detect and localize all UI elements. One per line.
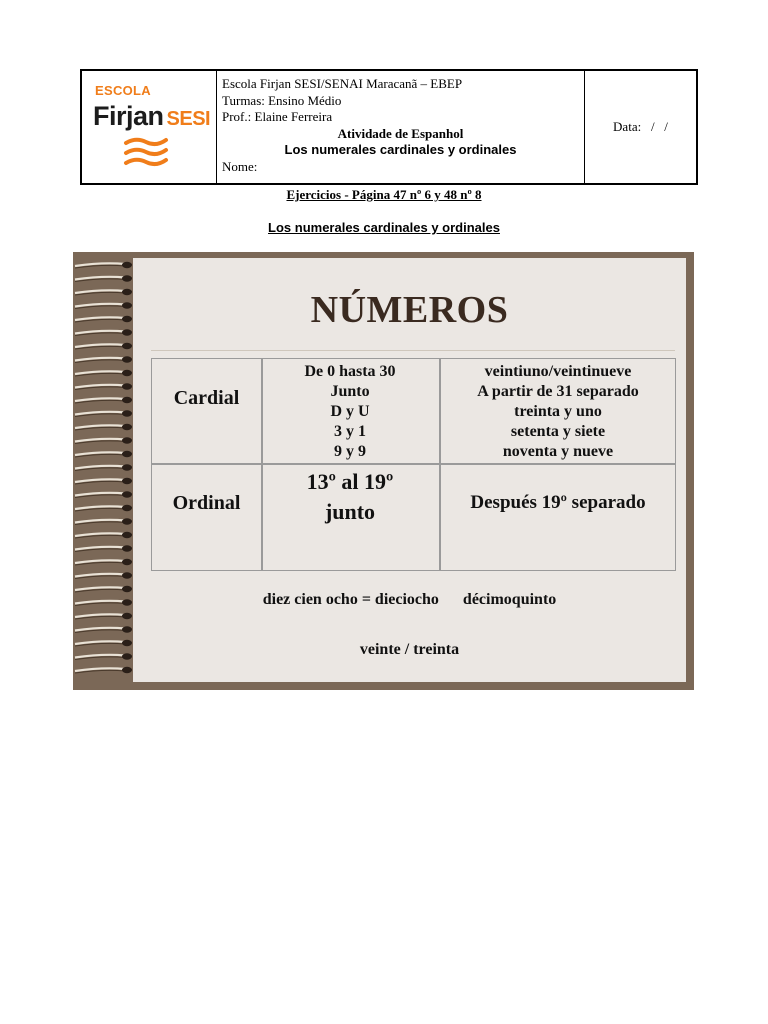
ordinal-rule-line2: junto [324, 499, 376, 524]
activity-topic: Los numerales cardinales y ordinales [284, 142, 517, 157]
ordinal-label: Ordinal [172, 492, 241, 514]
ordinal-after: Después 19º separado [470, 492, 646, 513]
cardinal-rule-line: De 0 hasta 30 [304, 363, 396, 380]
cardinal-rule-line: Junto [330, 383, 370, 400]
cardinal-label: Cardial [173, 387, 240, 409]
cardinal-examples [440, 362, 676, 462]
cardinal-rule-line: 3 y 1 [334, 423, 366, 440]
header-table [80, 69, 698, 185]
numbers-table [151, 358, 676, 571]
activity-title: Atividade de Espanhol [337, 125, 464, 141]
cardinal-example-line: noventa y nueve [502, 443, 614, 460]
notebook-page [133, 258, 686, 682]
logo-firjan-text: Firjan [93, 101, 164, 131]
cardinal-rule-line: D y U [330, 403, 370, 420]
logo-wordmark [93, 101, 210, 132]
cardinal-example-line: setenta y siete [510, 423, 606, 440]
name-field-label: Nome: [222, 158, 258, 174]
title-rule [151, 350, 675, 351]
notebook-title: NÚMEROS [310, 289, 509, 331]
page-subtitle: Los numerales cardinales y ordinales [268, 220, 500, 235]
cardinal-example-line: treinta y uno [514, 403, 602, 420]
exercises-heading: Ejercicios - Página 47 nº 6 y 48 nº 8 [286, 187, 482, 202]
ordinal-rule-line1: 13º al 19º [306, 469, 394, 494]
cardinal-rules [261, 362, 439, 462]
logo-waves-icon [122, 135, 172, 173]
logo-sesi-text: SESI [166, 108, 211, 130]
school-name: Escola Firjan SESI/SENAI Maracanã – EBEP [222, 76, 463, 91]
ordinal-rule [261, 467, 439, 527]
logo-escola-text: ESCOLA [95, 83, 151, 98]
school-logo [82, 71, 217, 183]
date-label: Data: / / [613, 119, 668, 134]
cardinal-example-line: veintiuno/veintinueve [484, 363, 632, 380]
date-field [585, 71, 696, 183]
header-info [217, 71, 585, 183]
cardinal-rule-line: 9 y 9 [334, 443, 366, 460]
cardinal-example-line: A partir de 31 separado [477, 383, 639, 400]
classes-line: Turmas: Ensino Médio [222, 92, 342, 108]
table-divider [152, 463, 675, 465]
example-line-1: diez cien ocho = dieciocho décimoquinto [262, 591, 557, 608]
example-line-2: veinte / treinta [359, 641, 460, 658]
teacher-line: Prof.: Elaine Ferreira [222, 109, 333, 124]
notebook-image [73, 252, 694, 690]
